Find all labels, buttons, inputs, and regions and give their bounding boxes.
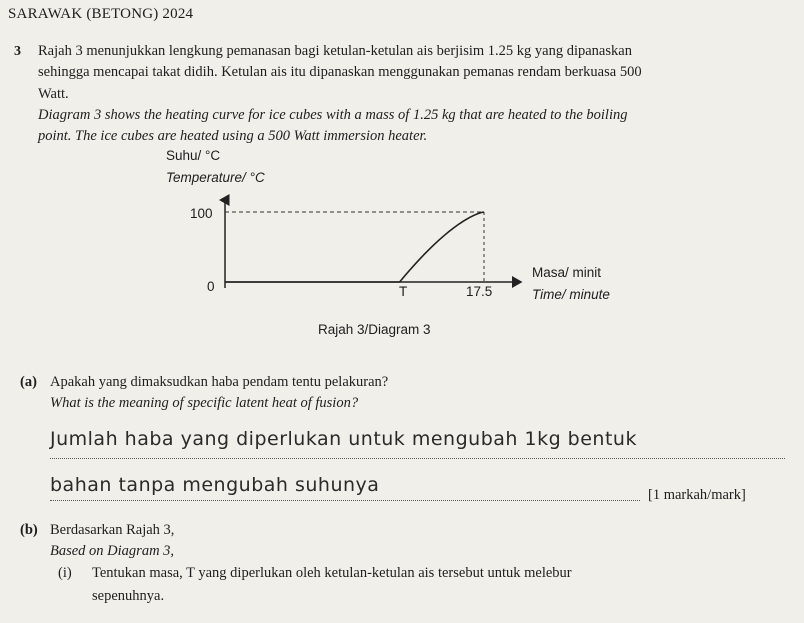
- part-a-marks: [1 markah/mark]: [648, 487, 746, 503]
- question-number: 3: [14, 44, 21, 59]
- question-english-line-2: point. The ice cubes are heated using a 500 Watt immersion heater.: [38, 128, 428, 144]
- x-axis-label-malay: Masa/ minit: [532, 265, 602, 280]
- question-english-line-1: Diagram 3 shows the heating curve for ice cubes with a mass of 1.25 kg that are heated to the boiling: [38, 107, 628, 123]
- part-a-question-english: What is the meaning of specific latent heat of fusion?: [50, 395, 359, 411]
- x-tick-T: T: [399, 284, 408, 299]
- part-b-intro-english: Based on Diagram 3,: [50, 543, 175, 559]
- part-b-sub-i-line-1: Tentukan masa, T yang diperlukan oleh ketulan-ketulan ais tersebut untuk melebur: [92, 565, 572, 581]
- part-a-question-malay: Apakah yang dimaksudkan haba pendam tentu pelakuran?: [50, 374, 389, 390]
- answer-dotted-line-1: [50, 458, 785, 459]
- question-malay-line-1: Rajah 3 menunjukkan lengkung pemanasan bagi ketulan-ketulan ais berjisim 1.25 kg yang dipanaskan: [38, 43, 632, 59]
- x-tick-17-5: 17.5: [466, 284, 493, 299]
- question-malay-line-3: Watt.: [38, 86, 69, 102]
- part-b-intro-malay: Berdasarkan Rajah 3,: [50, 522, 175, 538]
- x-axis-label-english: Time/ minute: [532, 287, 610, 302]
- y-tick-100: 100: [190, 206, 213, 221]
- part-a-answer-line-2: bahan tanpa mengubah suhunya: [50, 474, 380, 496]
- part-b-label: (b): [20, 522, 38, 538]
- part-a-answer-line-1: Jumlah haba yang diperlukan untuk mengubah 1kg bentuk: [50, 428, 637, 450]
- part-a-label: (a): [20, 374, 37, 390]
- exam-header: SARAWAK (BETONG) 2024: [8, 6, 194, 22]
- diagram-caption: Rajah 3/Diagram 3: [318, 322, 431, 337]
- heating-curve-line: [225, 212, 484, 282]
- part-b-sub-i-label: (i): [58, 565, 72, 581]
- part-b-sub-i-line-2: sepenuhnya.: [92, 588, 165, 604]
- y-tick-0: 0: [207, 279, 215, 294]
- y-axis-label-english: Temperature/ °C: [166, 170, 265, 185]
- question-malay-line-2: sehingga mencapai takat didih. Ketulan ais itu dipanaskan menggunakan pemanas rendam berkuasa 500: [38, 64, 642, 80]
- answer-dotted-line-2: [50, 500, 640, 501]
- y-axis-label-malay: Suhu/ °C: [166, 148, 221, 163]
